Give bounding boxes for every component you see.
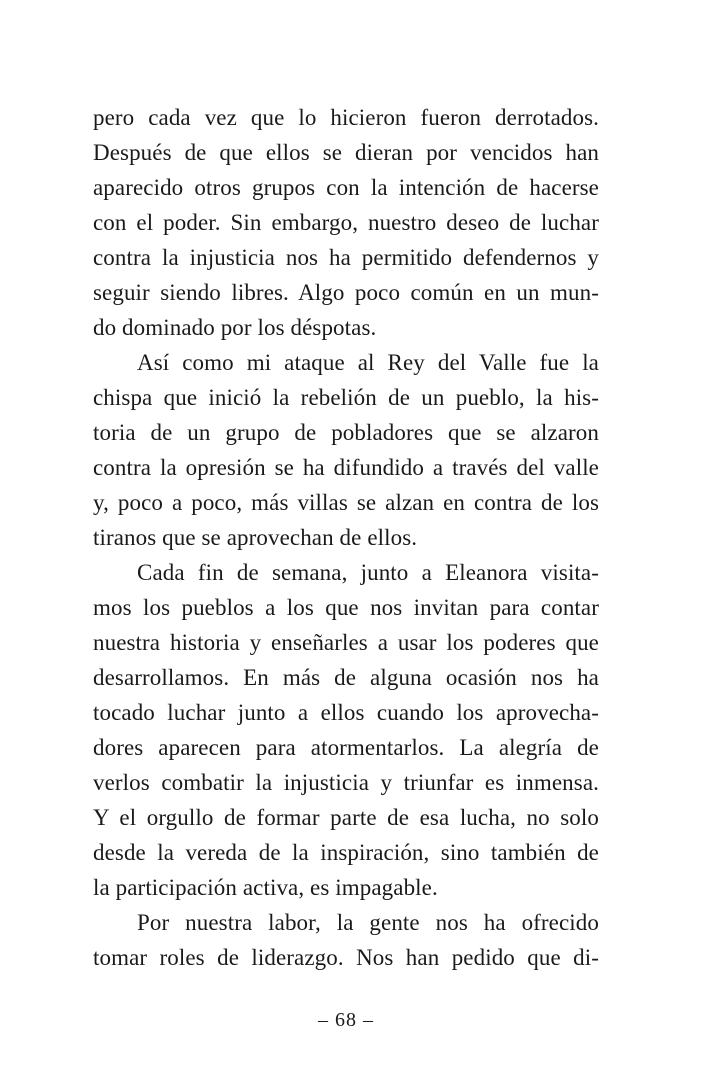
text-line: Cada fin de semana, junto a Eleanora visita- [137,560,599,585]
text-line: contra la opresión se ha difundido a través del valle [93,455,599,480]
text-line: tocado luchar junto a ellos cuando los aprovecha- [93,700,599,725]
text-line: nuestra historia y enseñarles a usar los poderes que [93,630,599,655]
text-line: chispa que inició la rebelión de un pueblo, la his- [93,385,599,410]
text-line: tiranos que se aprovechan de ellos. [93,525,418,550]
text-line: do dominado por los déspotas. [93,315,377,340]
text-line: seguir siendo libres. Algo poco común en un mun- [93,280,599,305]
text-line: desarrollamos. En más de alguna ocasión nos ha [93,665,599,690]
text-line: y, poco a poco, más villas se alzan en contra de los [93,490,599,515]
text-line: dores aparecen para atormentarlos. La alegría de [93,735,599,760]
paragraph [93,345,599,555]
text-line: Y el orgullo de formar parte de esa lucha, no solo [93,805,599,830]
paragraph [93,100,599,345]
text-line: con el poder. Sin embargo, nuestro deseo de luchar [93,210,599,235]
text-line: desde la vereda de la inspiración, sino también de [93,840,599,865]
text-line: pero cada vez que lo hicieron fueron derrotados. [93,105,599,130]
text-line: Después de que ellos se dieran por vencidos han [93,140,599,165]
paragraph [93,905,599,975]
text-line: mos los pueblos a los que nos invitan para contar [93,595,599,620]
page-text-block [93,100,599,975]
text-line: toria de un grupo de pobladores que se alzaron [93,420,599,445]
text-line: la participación activa, es impagable. [93,875,438,900]
text-line: Así como mi ataque al Rey del Valle fue la [137,350,599,375]
text-line: verlos combatir la injusticia y triunfar es inmensa. [93,770,599,795]
paragraph [93,555,599,905]
text-line: aparecido otros grupos con la intención de hacerse [93,175,599,200]
text-line: Por nuestra labor, la gente nos ha ofrecido [137,910,599,935]
page-number: – 68 – [318,1009,374,1031]
text-line: tomar roles de liderazgo. Nos han pedido que di- [93,945,599,970]
text-line: contra la injusticia nos ha permitido defendernos y [93,245,599,270]
